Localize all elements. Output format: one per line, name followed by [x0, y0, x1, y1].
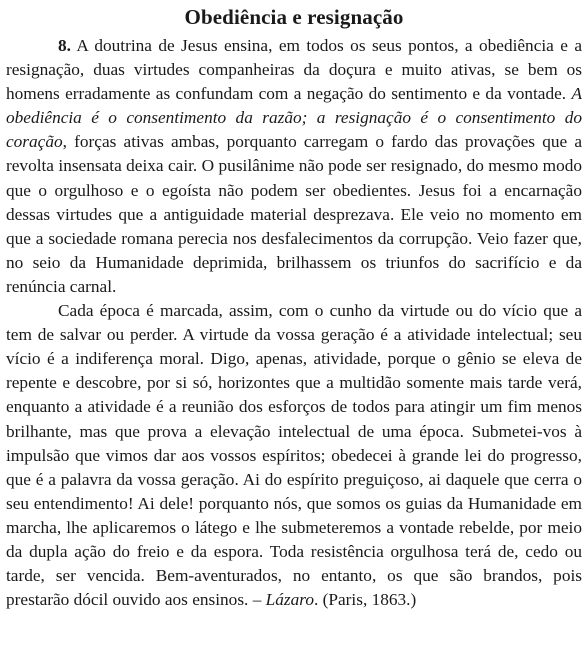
- paragraph-italic-quote: A obediência é o consentimento da razão; a resignação é o consentimento do coração: [6, 84, 582, 152]
- paragraph-text-intro: A doutrina de Jesus ensina, em todos os seus pontos, a obediência e a resignação, duas virtudes companheiras da doçura e muito ativas, se bem os homens erradamente as confundam com a negação do sentimento e da vontade.: [6, 36, 582, 104]
- paragraph-text-continued: , forças ativas ambas, porquanto carregam o fardo das provações que a revolta insensata deixa cair. O pusilânime não pode ser resignado, do mesmo modo que o orgulhoso e o egoísta não podem ser obedientes. Jesus foi a encarnação dessas virtudes que a antiguidade material desprezava. Ele veio no momento em que a sociedade romana perecia nos desfalecimentos da corrupção. Veio fazer que, no seio da Humanidade deprimida, brilhassem os triunfos do sacrifício e da renúncia carnal.: [6, 132, 582, 296]
- author-signature: Lázaro: [265, 590, 314, 610]
- paragraph-text: Cada época é marcada, assim, com o cunho da virtude ou do vício que a tem de salvar ou perder. A virtude da vossa geração é a atividade intelectual; seu vício é a indiferença moral. Digo, apenas, atividade, porque o gênio se eleva de repente e descobre, por si só, horizontes que a multidão somente mais tarde verá, enquanto a atividade é a reunião dos esforços de todos para atingir um fim menos brilhante, mas que prova a elevação intelectual de uma época. Submetei-vos à impulsão que vimos dar aos vossos espíritos; obedecei à grande lei do progresso, que é a palavra da vossa geração. Ai do espírito preguiçoso, ai daquele que cerra o seu entendimento! Ai dele! porquanto nós, que somos os guias da Humanidade em marcha, lhe aplicaremos o látego e lhe submeteremos a vontade rebelde, por meio da dupla ação do freio e da espora. Toda resistência orgulhosa terá de, cedo ou tarde, ser vencida. Bem-aventurados, no entanto, os que são brandos, pois prestarão dócil ouvido aos ensinos. –: [6, 301, 582, 610]
- paragraph-number: 8.: [58, 36, 71, 55]
- paragraph-continuation: [6, 299, 582, 612]
- source-citation: . (Paris, 1863.): [314, 590, 417, 610]
- page-title: Obediência e resignação: [184, 5, 404, 29]
- paragraph-8: [6, 34, 582, 299]
